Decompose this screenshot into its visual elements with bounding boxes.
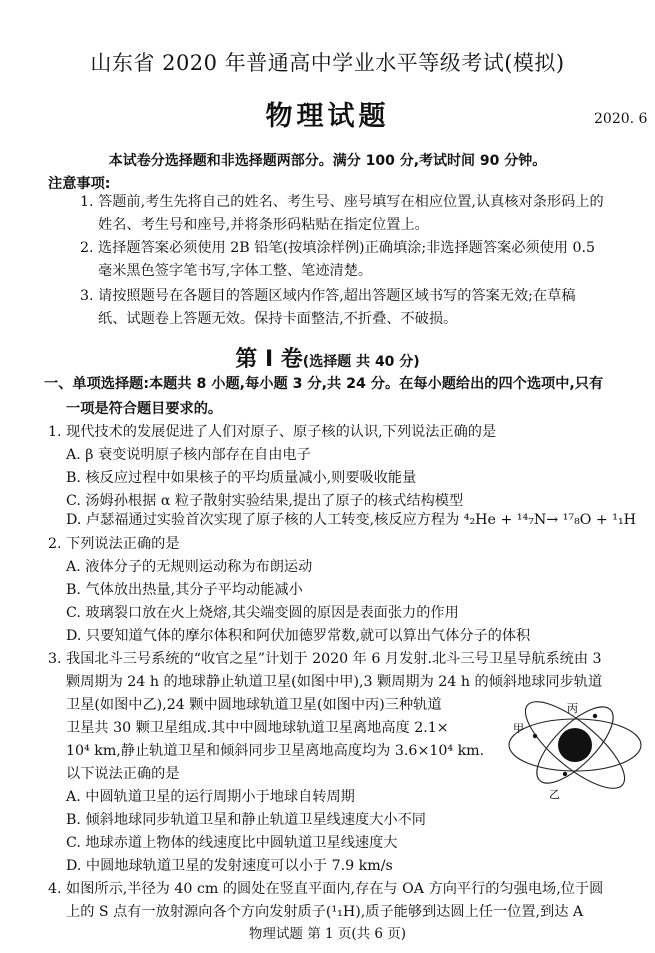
question-1-option-c: C. 汤姆孙根据 α 粒子散射实验结果,提出了原子的核式结构模型 [66, 493, 464, 509]
question-2-stem: 2. 下列说法正确的是 [48, 536, 180, 552]
notice-line: 毫米黑色签字笔书写,字体工整、笔迹清楚。 [98, 263, 373, 279]
part-subtitle: (选择题 共 40 分) [302, 354, 420, 370]
exam-title: 山东省 2020 年普通高中学业水平等级考试(模拟) [90, 51, 565, 75]
question-3-stem: 10⁴ km,静止轨道卫星和倾斜同步卫星离地高度均为 3.6×10⁴ km. [66, 743, 485, 759]
question-2-option-c: C. 玻璃裂口放在火上烧熔,其尖端变圆的原因是表面张力的作用 [66, 605, 459, 621]
satellite-yi [563, 772, 567, 776]
question-3-stem: 颗周期为 24 h 的地球静止轨道卫星(如图中甲),3 颗周期为 24 h 的倾斜地球同步轨道 [66, 674, 603, 690]
question-3-option-a: A. 中圆轨道卫星的运行周期小于地球自转周期 [66, 789, 355, 805]
exam-date: 2020. 6 [594, 111, 648, 127]
label-yi: 乙 [549, 788, 560, 801]
question-3-option-b: B. 倾斜地球同步轨道卫星和静止轨道卫星线速度大小不同 [66, 812, 426, 828]
notice-line: 纸、试题卷上答题无效。保持卡面整洁,不折叠、不破损。 [98, 311, 458, 327]
notice-line: 2. 选择题答案必须使用 2B 铅笔(按填涂样例)正确填涂;非选择题答案必须使用 0.5 [80, 240, 596, 256]
question-1-option-d: D. 卢瑟福通过实验首次实现了原子核的人工转变,核反应方程为 ⁴₂He + ¹⁴₇N→ ¹⁷₈O + ¹₁H [66, 512, 637, 528]
notice-line: 3. 请按照题号在各题目的答题区域内作答,超出答题区域书写的答案无效;在草稿 [80, 288, 576, 304]
satellite-bing [593, 714, 597, 718]
notice-line: 姓名、考生号和座号,并将条形码粘贴在指定位置上。 [98, 217, 429, 233]
question-4-stem: 4. 如图所示,半径为 40 cm 的圆处在竖直平面内,存在与 OA 方向平行的匀强电场,位于圆 [48, 881, 604, 897]
page-title: 物理试题 [265, 101, 390, 132]
question-1-stem: 1. 现代技术的发展促进了人们对原子、原子核的认识,下列说法正确的是 [48, 424, 497, 440]
question-3-option-d: D. 中圆地球轨道卫星的发射速度可以小于 7.9 km/s [66, 858, 393, 874]
question-3-stem: 卫星(如图中乙),24 颗中圆地球轨道卫星(如图中丙)三种轨道 [66, 697, 442, 713]
question-3-stem: 以下说法正确的是 [66, 766, 180, 782]
earth [558, 728, 592, 762]
part-title: 第 I 卷 [235, 347, 303, 372]
question-1-option-b: B. 核反应过程中如果核子的平均质量减小,则要吸收能量 [66, 470, 417, 486]
notice-line: 1. 答题前,考生先将自己的姓名、考生号、座号填写在相应位置,认真核对条形码上的 [80, 194, 604, 210]
question-3-stem: 卫星共 30 颗卫星组成.其中中圆地球轨道卫星离地高度 2.1× [66, 720, 449, 736]
part-heading [0, 342, 655, 373]
label-jia: 甲 [513, 722, 524, 735]
satellite-jia [533, 734, 537, 738]
question-1-option-a: A. β 衰变说明原子核内部存在自由电子 [66, 447, 311, 463]
exam-intro: 本试卷分选择题和非选择题两部分。满分 100 分,考试时间 90 分钟。 [108, 153, 547, 169]
question-3-stem: 3. 我国北斗三号系统的“收官之星”计划于 2020 年 6 月发射.北斗三号卫星导航系统由 3 [48, 651, 602, 667]
question-4-stem: 上的 S 点有一放射源向各个方向发射质子(¹₁H),质子能够到达圆上任一位置,到达 A [66, 904, 584, 920]
page-footer: 物理试题 第 1 页(共 6 页) [248, 926, 407, 942]
section-heading-cont: 一项是符合题目要求的。 [66, 401, 223, 417]
question-2-option-d: D. 只要知道气体的摩尔体积和阿伏加德罗常数,就可以算出气体分子的体积 [66, 628, 531, 644]
label-bing: 丙 [567, 702, 578, 715]
section-heading: 一、单项选择题:本题共 8 小题,每小题 3 分,共 24 分。在每小题给出的四个选项中,只有 [44, 376, 604, 392]
notice-heading: 注意事项: [48, 176, 111, 192]
question-3-option-c: C. 地球赤道上物体的线速度比中圆轨道卫星线速度大 [66, 835, 398, 851]
question-2-option-a: A. 液体分子的无规则运动称为布朗运动 [66, 559, 313, 575]
satellite-orbit-figure [505, 690, 645, 808]
question-2-option-b: B. 气体放出热量,其分子平均动能减小 [66, 582, 303, 598]
